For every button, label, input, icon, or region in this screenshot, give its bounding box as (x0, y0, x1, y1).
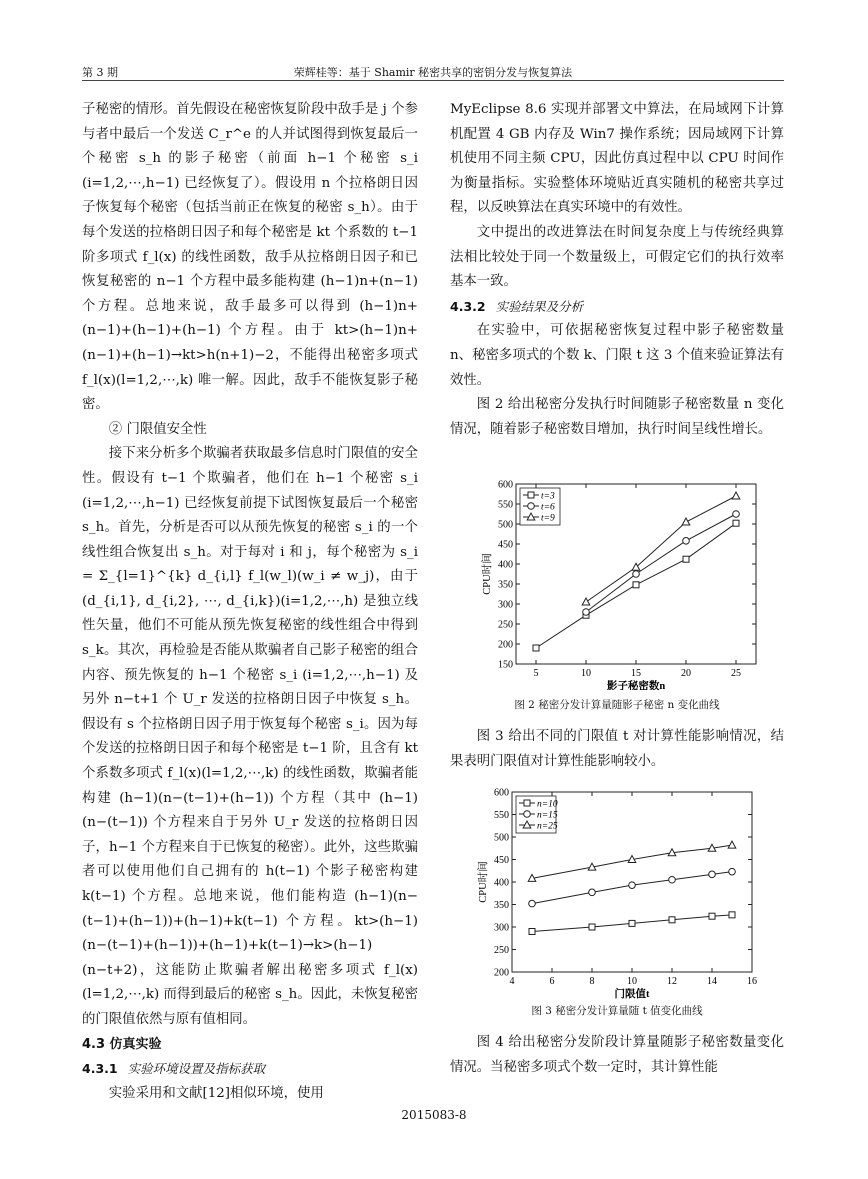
right-column (450, 98, 784, 442)
series-t=6 (583, 511, 740, 616)
square-marker (633, 582, 639, 588)
x-tick-label: 5 (533, 668, 539, 679)
x-tick-label: 6 (549, 976, 555, 987)
subsection-heading (450, 295, 784, 320)
series-t=3 (533, 520, 739, 651)
subsection-heading (82, 1057, 418, 1082)
paragraph: 图 4 给出秘密分发阶段计算量随影子秘密数量变化情况。当秘密多项式个数一定时，其计算性能 (450, 1035, 784, 1075)
circle-marker (709, 871, 716, 878)
y-tick-label: 250 (498, 619, 513, 631)
y-tick-label: 300 (494, 922, 509, 934)
subsection-number: 4.3.2 (450, 298, 486, 314)
section-heading: 4.3 仿真实验 (82, 1036, 162, 1052)
square-marker (683, 556, 689, 562)
square-marker (629, 920, 635, 926)
circle-marker (589, 889, 596, 896)
y-tick-label: 250 (494, 945, 509, 956)
figure-3-chart (470, 782, 770, 1002)
legend-label: n=25 (537, 821, 558, 832)
legend-label: n=15 (537, 810, 558, 821)
y-tick-label: 400 (494, 877, 509, 889)
series-line (586, 514, 736, 612)
x-tick-label: 16 (747, 976, 757, 987)
y-tick-label: 200 (498, 639, 513, 651)
series-n=10 (529, 912, 735, 935)
y-tick-label: 500 (494, 832, 509, 844)
series-n=15 (529, 868, 736, 907)
legend-label: t=3 (541, 491, 555, 502)
y-tick-label: 200 (494, 967, 509, 979)
page-footer: 2015083-8 (401, 1108, 467, 1122)
x-tick-label: 15 (631, 668, 641, 679)
x-axis-label: 影子秘密数n (606, 681, 666, 690)
square-marker (528, 492, 534, 498)
triangle-marker (582, 598, 590, 605)
y-tick-label: 550 (498, 499, 513, 511)
x-tick-label: 20 (681, 668, 691, 679)
y-tick-label: 600 (498, 479, 513, 491)
square-marker (533, 645, 539, 651)
paragraph: 在实验中，可依据秘密恢复过程中影子秘密数量 n、秘密多项式的个数 k、门限 t 这 3 个值来验证算法有效性。 (450, 323, 784, 388)
circle-marker (529, 900, 536, 907)
legend-label: t=9 (541, 513, 555, 524)
paragraph: 图 2 给出秘密分发执行时间随影子秘密数量 n 变化情况，随着影子秘密数目增加，执行时间呈线性增长。 (450, 397, 784, 437)
subsection-title: 实验环境设置及指标获取 (127, 1061, 266, 1077)
paragraph: 图 3 给出不同的门限值 t 对计算性能影响情况，结果表明门限值对计算性能影响较小。 (450, 729, 784, 769)
right-column-continued (450, 725, 784, 774)
y-tick-label: 550 (494, 810, 509, 821)
circle-marker (528, 503, 535, 510)
right-column-tail (450, 1031, 784, 1080)
x-tick-label: 10 (581, 668, 591, 679)
running-title: 荣辉桂等：基于 Shamir 秘密共享的密钥分发与恢复算法 (293, 66, 573, 79)
y-tick-label: 150 (498, 659, 513, 671)
left-column (82, 98, 418, 1106)
y-tick-label: 500 (498, 519, 513, 531)
y-tick-label: 350 (498, 579, 513, 591)
circle-marker (733, 511, 740, 518)
circle-marker (524, 811, 531, 818)
square-marker (524, 800, 530, 806)
subsection-title: 实验结果及分析 (495, 298, 584, 314)
square-marker (709, 913, 715, 919)
running-header (82, 60, 784, 81)
paragraph: 文中提出的改进算法在时间复杂度上与传统经典算法相比较处于同一个数量级上，可假定它们的执行效率基本一致。 (450, 224, 784, 290)
circle-marker (633, 571, 640, 578)
x-tick-label: 8 (589, 976, 595, 987)
triangle-marker (728, 841, 736, 848)
y-tick-label: 600 (494, 787, 509, 799)
x-tick-label: 14 (707, 976, 717, 987)
figure-2-caption: 图 2 秘密分发计算量随影子秘密 n 变化曲线 (514, 699, 720, 711)
y-tick-label: 350 (494, 900, 509, 911)
figure-3-caption: 图 3 秘密分发计算量随 t 值变化曲线 (531, 1005, 703, 1017)
paragraph: MyEclipse 8.6 实现并部署文中算法，在局域网下计算机配置 4 GB 内存及 Win7 操作系统；因局域网下计算机使用不同主频 CPU，因此仿真过程中以 CPU 时间作为衡量指标。实验整体环境贴近真实随机的秘密共享过程，以反映算法在真实环境中的有效性。 (450, 102, 784, 216)
paragraph: 子秘密的情形。首先假设在秘密恢复阶段中敌手是 j 个参与者中最后一个发送 C_r^e 的人并试图得到恢复最后一个秘密 s_h 的影子秘密（前面 h−1 个秘密 s_i (i=1,2,⋯,h−1) 已经恢复了）。假设用 n 个拉格朗日因子恢复每个秘密（包括当前正在恢复的秘密 s_h）。由于每个发送的拉格朗日因子和每个秘密是 kt 个系数的 t−1 阶多项式 f_l(x) 的线性函数，敌手从拉格朗日因子和已恢复秘密的 n−1 个方程中最多能构建 (h−1)n+(n−1) 个方程。总地来说，敌手最多可以得到 (h−1)n+(n−1)+(h−1)+(h−1) 个方程。由于 kt>(h−1)n+(n−1)+(h−1)→kt>h(n+1)−2，不能得出秘密多项式 f_l(x)(l=1,2,⋯,k) 唯一解。因此，敌手不能恢复影子秘密。 (82, 102, 418, 413)
y-tick-label: 450 (494, 855, 509, 866)
paragraph: 实验采用和文献[12]相似环境，使用 (108, 1085, 324, 1101)
series-line (586, 496, 736, 602)
circle-marker (683, 538, 690, 545)
x-tick-label: 25 (731, 668, 741, 679)
legend-label: t=6 (541, 502, 555, 513)
figure-3 (470, 782, 770, 1006)
legend (516, 796, 558, 833)
y-tick-label: 300 (498, 599, 513, 611)
x-tick-label: 10 (627, 976, 637, 987)
circle-marker (629, 882, 636, 889)
triangle-marker (732, 492, 740, 499)
square-marker (733, 520, 739, 526)
x-tick-label: 4 (509, 976, 515, 987)
circle-marker (729, 868, 736, 875)
circle-marker (669, 876, 676, 883)
issue-number: 第 3 期 (82, 66, 118, 79)
series-t=9 (582, 492, 740, 605)
legend (520, 488, 560, 525)
square-marker (529, 929, 535, 935)
y-axis-label: CPU时间 (478, 861, 489, 903)
subsection-label: ② 门限值安全性 (108, 421, 207, 437)
triangle-marker (682, 518, 690, 525)
square-marker (669, 917, 675, 923)
figure-2-chart (470, 474, 770, 690)
figure-2 (470, 474, 770, 694)
y-tick-label: 450 (498, 539, 513, 551)
square-marker (589, 924, 595, 930)
x-axis-label: 门限值t (614, 989, 650, 1000)
square-marker (729, 912, 735, 918)
y-tick-label: 400 (498, 559, 513, 571)
legend-label: n=10 (537, 799, 558, 810)
paragraph: 接下来分析多个欺骗者获取最多信息时门限值的安全性。假设有 t−1 个欺骗者，他们在 h−1 个秘密 s_i (i=1,2,⋯,h−1) 已经恢复前提下试图恢复最后一个秘密 s_h。首先，分析是否可以从预先恢复的秘密 s_i 的一个线性组合恢复出 s_h。对于每对 i 和 j，每个秘密为 s_i = Σ_{l=1}^{k} d_{i,l} f_l(w_l)(w_i ≠ w_j)，由于 (d_{i,1}, d_{i,2}, ⋯, d_{i,k})(i=1,2,⋯,h) 是独立线性矢量，他们不可能从预先恢复秘密的线性组合中得到 s_k。其次，再检验是否能从欺骗者自己影子秘密的组合内容、预先恢复的 h−1 个秘密 s_i (i=1,2,⋯,h−1) 及另外 n−t+1 个 U_r 发送的拉格朗日因子中恢复 s_h。假设有 s 个拉格朗日因子用于恢复每个秘密 s_i。因为每个发送的拉格朗日因子和每个秘密是 t−1 阶，且含有 kt 个系数多项式 f_l(x)(l=1,2,⋯,k) 的线性函数，欺骗者能构建 (h−1)(n−(t−1)+(h−1)) 个方程（其中 (h−1)(n−(t−1)) 个方程来自于另外 U_r 发送的拉格朗日因子，h−1 个方程来自于已恢复的秘密）。此外，这些欺骗者可以使用他们自己拥有的 h(t−1) 个影子秘密构建 k(t−1) 个方程。总地来说，他们能构造 (h−1)(n−(t−1)+(h−1))+(h−1)+k(t−1) 个方程。kt>(h−1)(n−(t−1)+(h−1))+(h−1)+k(t−1)→k>(h−1)(n−t+2)，这能防止欺骗者解出秘密多项式 f_l(x)(l=1,2,⋯,k) 而得到最后的秘密 s_h。因此，未恢复秘密的门限值依然与原有值相同。 (82, 446, 418, 1027)
circle-marker (583, 609, 590, 616)
subsection-number: 4.3.1 (82, 1061, 118, 1077)
x-tick-label: 12 (667, 976, 677, 987)
y-axis-label: CPU时间 (482, 553, 493, 595)
